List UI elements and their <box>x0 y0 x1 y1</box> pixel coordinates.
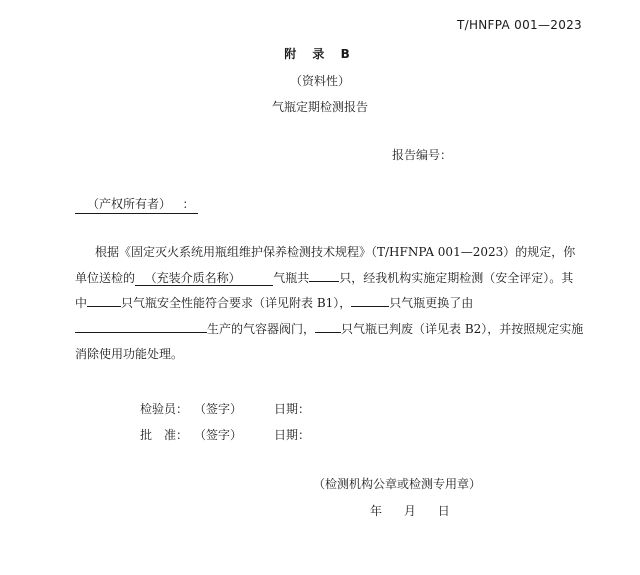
approver-label: 批 准： <box>140 428 189 442</box>
medium-name-label: （充装介质名称） <box>144 270 241 285</box>
scrapped-count-blank <box>315 318 341 333</box>
appendix-nature: （资料性） <box>289 74 350 88</box>
qualified-count-blank <box>87 292 121 307</box>
body-text-2: 气瓶共 <box>273 270 310 285</box>
report-title: 气瓶定期检测报告 <box>271 100 368 114</box>
date-month: 月 <box>403 504 416 518</box>
inspector-sign-note: （签字） <box>194 402 243 416</box>
cylinder-count-blank <box>309 267 339 282</box>
replaced-count-blank <box>351 292 389 307</box>
date-line <box>370 502 450 519</box>
medium-name-field <box>135 271 273 286</box>
inspector-label: 检验员： <box>140 402 189 416</box>
owner-colon: ： <box>182 197 195 211</box>
date-day: 日 <box>437 504 450 518</box>
approver-sign-note: （签字） <box>194 428 243 442</box>
body-text-7: 只气瓶已判废（详见表 B2），并按照规定实施消除使用功能处理。 <box>75 321 584 361</box>
report-body-paragraph <box>75 240 585 368</box>
inspector-date-label: 日期： <box>274 402 311 416</box>
manufacturer-blank <box>75 318 207 333</box>
owner-line <box>75 195 198 214</box>
body-text-3: 只，经我机构实施定期检测（安全评定）。其中 <box>75 270 574 310</box>
date-year: 年 <box>370 504 383 518</box>
appendix-title: 附 录 B <box>284 47 356 61</box>
inspector-row <box>140 400 310 417</box>
approver-row <box>140 426 310 443</box>
body-text-1: 根据《固定灭火系统用瓶组维护保养检测技术规程》（T/HFNPA 001—2023）的规定，你单位送检的 <box>75 245 576 285</box>
standard-code: T/HNFPA 001—2023 <box>456 18 582 32</box>
owner-field <box>75 195 198 214</box>
body-text-4: 只气瓶安全性能符合要求（详见附表 B1）， <box>121 296 352 310</box>
body-text-5: 只气瓶更换了由 <box>389 296 474 310</box>
body-text-6: 生产的气容器阀门， <box>207 321 316 336</box>
stamp-note: （检测机构公章或检测专用章） <box>313 477 482 491</box>
approver-date-label: 日期： <box>274 428 311 442</box>
owner-label: （产权所有者） <box>87 197 172 211</box>
report-number-label: 报告编号： <box>392 148 453 162</box>
